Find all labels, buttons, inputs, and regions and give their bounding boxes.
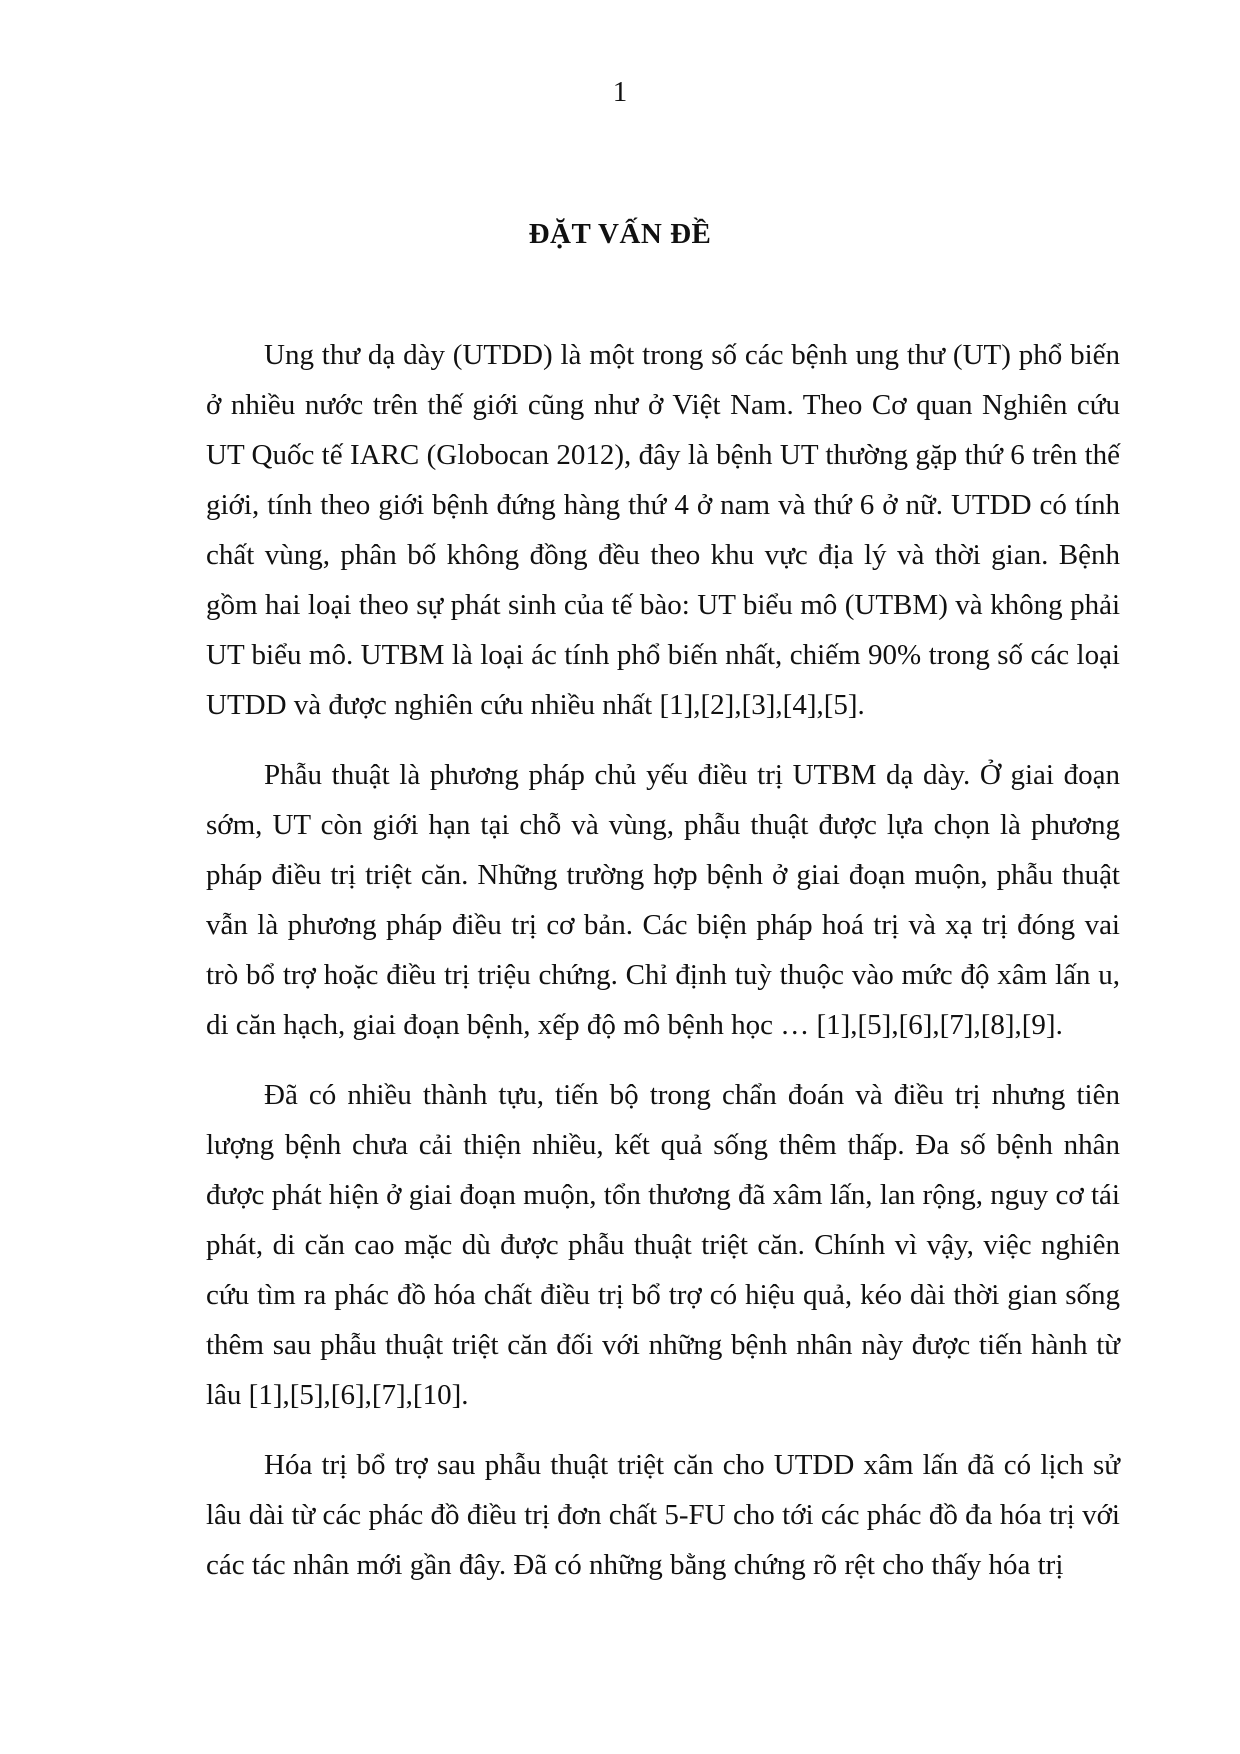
- paragraph-2: Phẫu thuật là phương pháp chủ yếu điều trị UTBM dạ dày. Ở giai đoạn sớm, UT còn giới hạn tại chỗ và vùng, phẫu thuật được lựa chọn là phương pháp điều trị triệt căn. Những trường hợp bệnh ở giai đoạn muộn, phẫu thuật vẫn là phương pháp điều trị cơ bản. Các biện pháp hoá trị và xạ trị đóng vai trò bổ trợ hoặc điều trị triệu chứng. Chỉ định tuỳ thuộc vào mức độ xâm lấn u, di căn hạch, giai đoạn bệnh, xếp độ mô bệnh học … [1],[5],[6],[7],[8],[9].: [206, 759, 1120, 1041]
- paragraph-1: Ung thư dạ dày (UTDD) là một trong số các bệnh ung thư (UT) phổ biến ở nhiều nước trên thế giới cũng như ở Việt Nam. Theo Cơ quan Nghiên cứu UT Quốc tế IARC (Globocan 2012), đây là bệnh UT thường gặp thứ 6 trên thế giới, tính theo giới bệnh đứng hàng thứ 4 ở nam và thứ 6 ở nữ. UTDD có tính chất vùng, phân bố không đồng đều theo khu vực địa lý và thời gian. Bệnh gồm hai loại theo sự phát sinh của tế bào: UT biểu mô (UTBM) và không phải UT biểu mô. UTBM là loại ác tính phổ biến nhất, chiếm 90% trong số các loại UTDD và được nghiên cứu nhiều nhất [1],[2],[3],[4],[5].: [206, 339, 1120, 721]
- page-title: ĐẶT VẤN ĐỀ: [528, 218, 712, 250]
- page-number: 1: [612, 76, 628, 108]
- paragraph-4: Hóa trị bổ trợ sau phẫu thuật triệt căn cho UTDD xâm lấn đã có lịch sử lâu dài từ các phác đồ điều trị đơn chất 5-FU cho tới các phác đồ đa hóa trị với các tác nhân mới gần đây. Đã có những bằng chứng rõ rệt cho thấy hóa trị: [206, 1449, 1120, 1581]
- body-text: [206, 330, 1120, 1610]
- paragraph-3: Đã có nhiều thành tựu, tiến bộ trong chẩn đoán và điều trị nhưng tiên lượng bệnh chưa cải thiện nhiều, kết quả sống thêm thấp. Đa số bệnh nhân được phát hiện ở giai đoạn muộn, tổn thương đã xâm lấn, lan rộng, nguy cơ tái phát, di căn cao mặc dù được phẫu thuật triệt căn. Chính vì vậy, việc nghiên cứu tìm ra phác đồ hóa chất điều trị bổ trợ có hiệu quả, kéo dài thời gian sống thêm sau phẫu thuật triệt căn đối với những bệnh nhân này được tiến hành từ lâu [1],[5],[6],[7],[10].: [206, 1079, 1120, 1411]
